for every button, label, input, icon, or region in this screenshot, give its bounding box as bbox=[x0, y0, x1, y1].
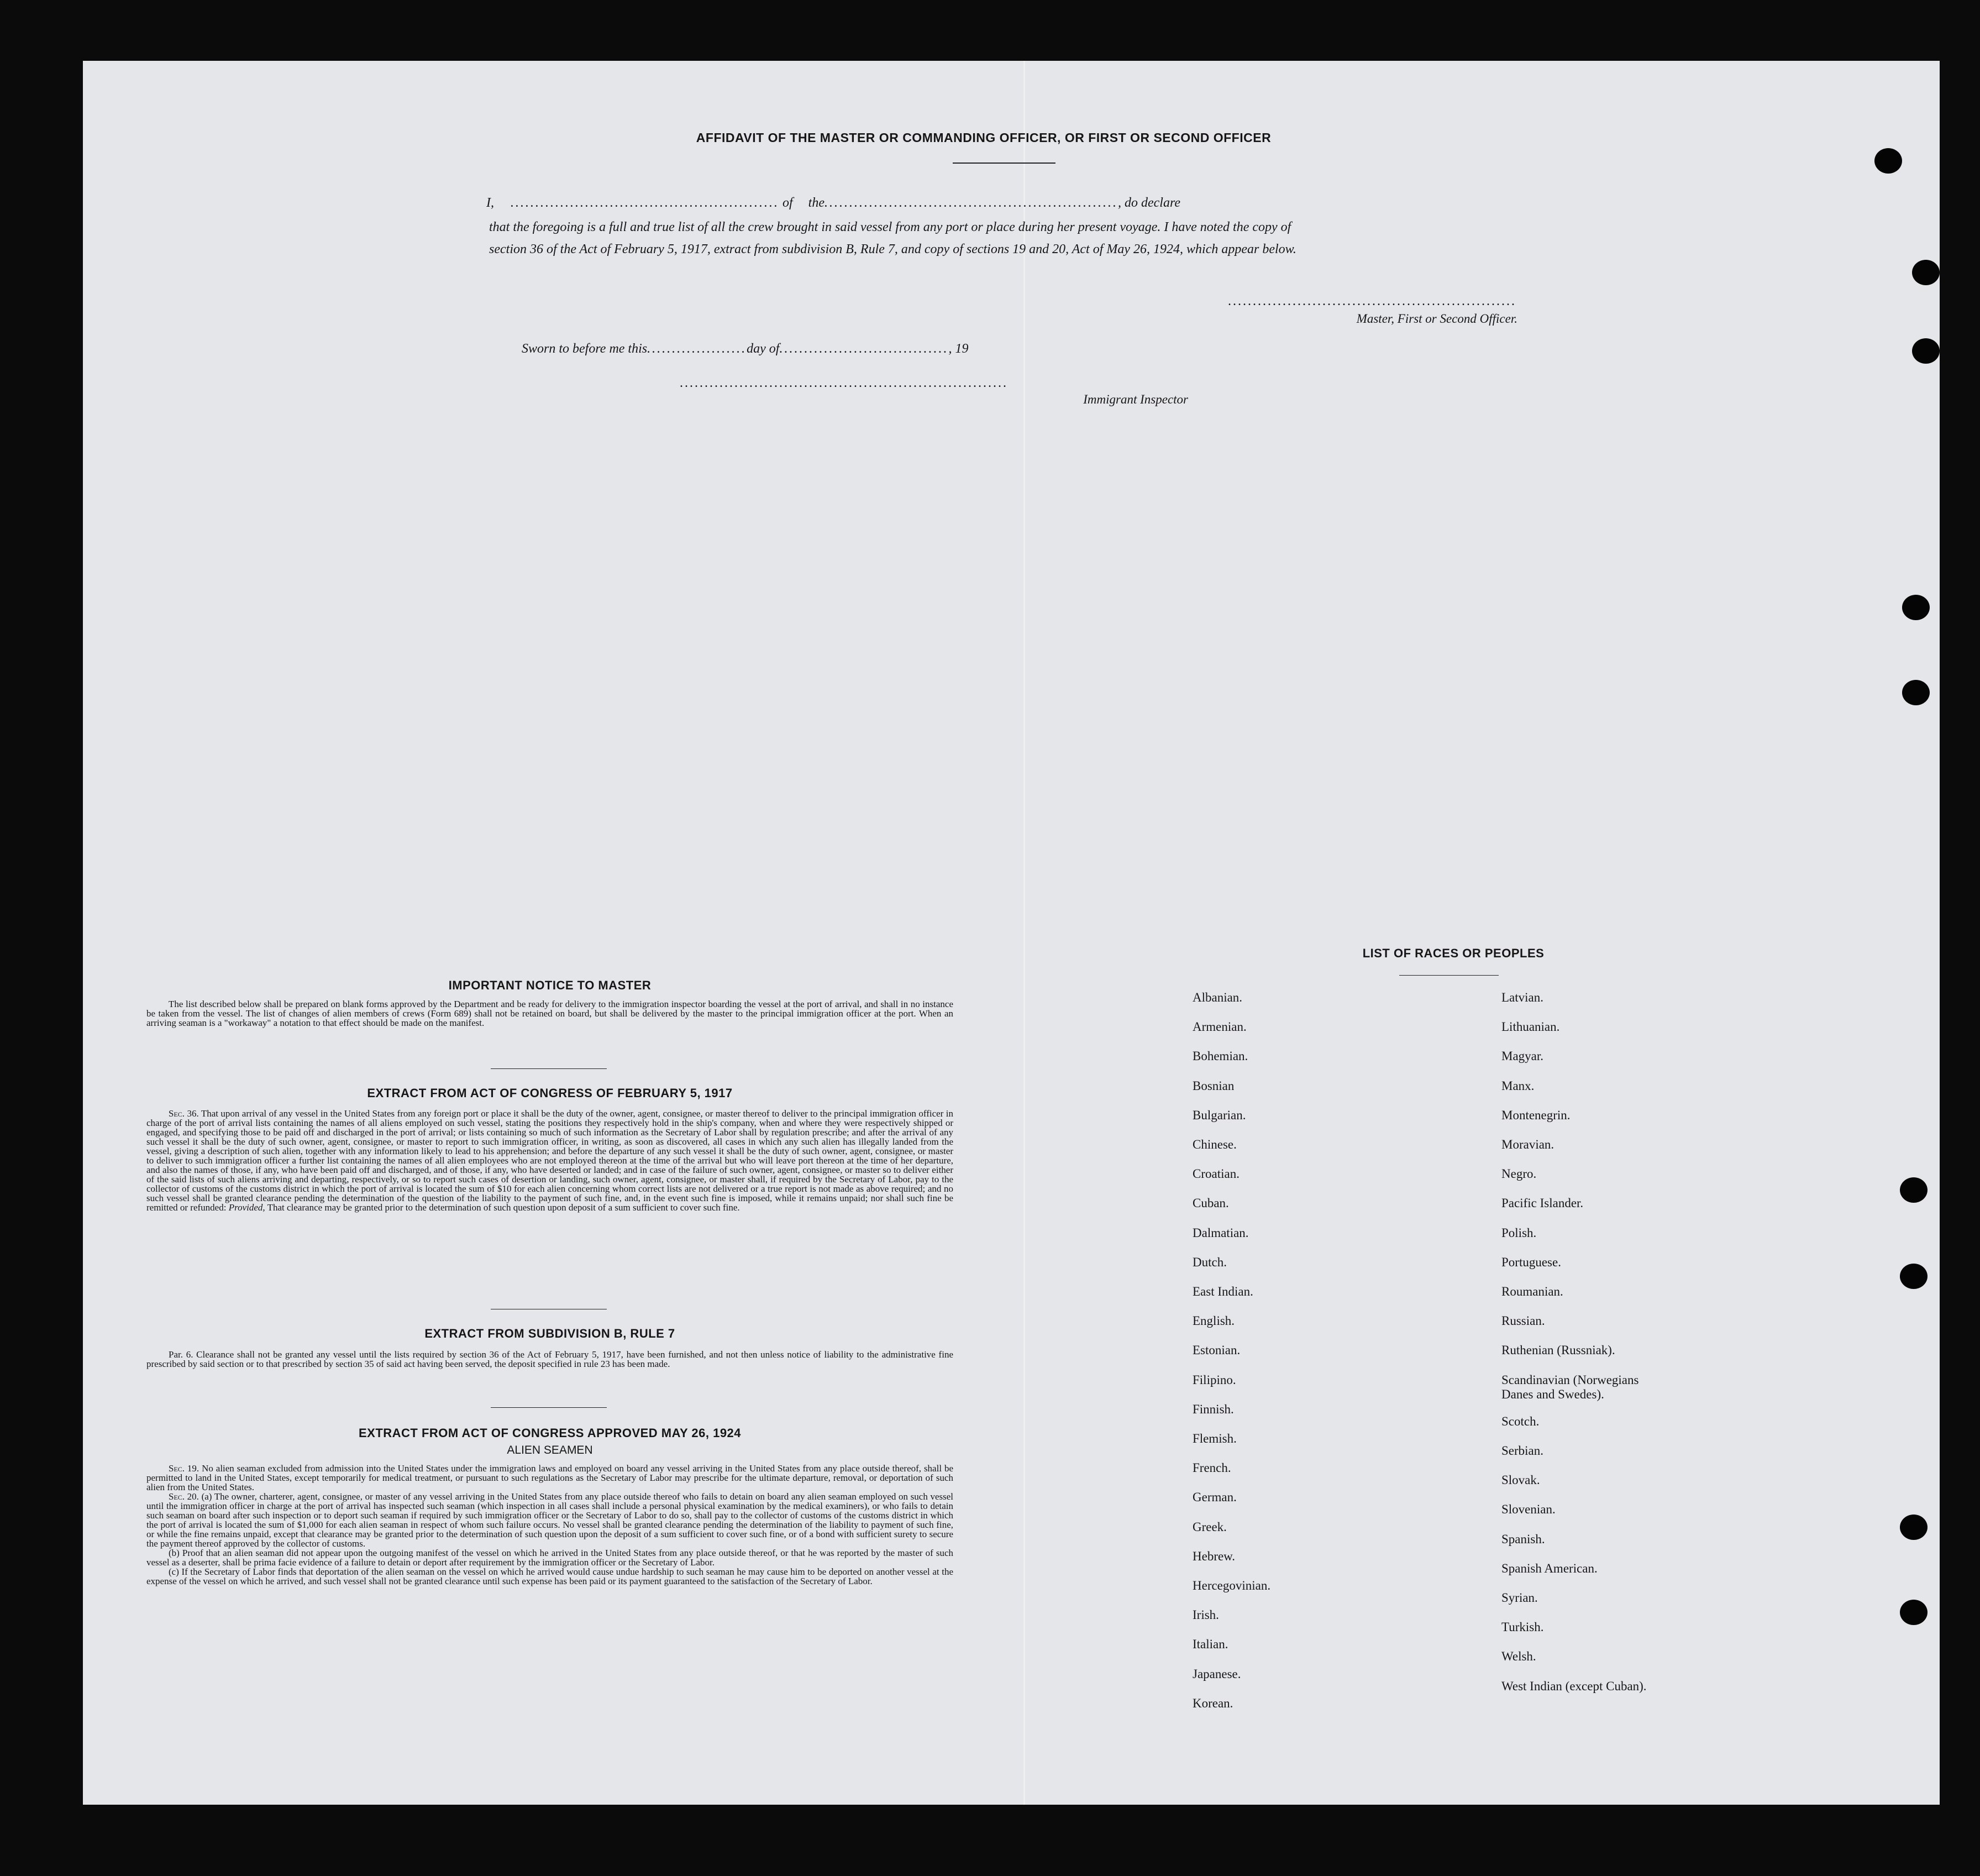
sec-36-end: That clearance may be granted prior to the determination of such question upon deposit of a sum sufficient to cover such fine. bbox=[267, 1202, 740, 1213]
race-item: Lithuanian. bbox=[1501, 1020, 1560, 1034]
race-item: Portuguese. bbox=[1501, 1255, 1561, 1269]
race-item: Croatian. bbox=[1193, 1167, 1240, 1181]
divider bbox=[1399, 975, 1499, 976]
race-item: English. bbox=[1193, 1314, 1235, 1328]
rule-7-title: EXTRACT FROM SUBDIVISION B, RULE 7 bbox=[424, 1327, 675, 1340]
sworn-label: Sworn to before me this bbox=[522, 342, 648, 356]
rule-7-text: Par. 6. Clearance shall not be granted any vessel until the lists required by section 36 of the Act of February 5, 1917, have been furnished, and not then unless notice of liability to the administrative fine prescribed by said section or to that prescribed by section 35 of said act having been served, the deposit specified in rule 23 has been made. bbox=[146, 1349, 953, 1369]
race-item: West Indian (except Cuban). bbox=[1501, 1679, 1647, 1693]
vessel-name-field[interactable]: ........................................................... bbox=[824, 196, 1118, 210]
alien-seamen-subtitle: ALIEN SEAMEN bbox=[507, 1444, 593, 1456]
punch-hole bbox=[1874, 148, 1902, 174]
punch-hole bbox=[1902, 595, 1930, 620]
punch-hole bbox=[1900, 1600, 1928, 1625]
race-item: Hercegovinian. bbox=[1193, 1579, 1271, 1592]
inspector-label: Immigrant Inspector bbox=[1083, 392, 1188, 406]
race-item: Magyar. bbox=[1501, 1049, 1544, 1063]
race-item: Finnish. bbox=[1193, 1402, 1234, 1416]
inspector-signature-field[interactable]: .................................................................. bbox=[680, 376, 1008, 390]
race-item: Dutch. bbox=[1193, 1255, 1227, 1269]
race-item: Hebrew. bbox=[1193, 1549, 1236, 1563]
signature-label: Master, First or Second Officer. bbox=[1356, 312, 1517, 326]
race-item: Armenian. bbox=[1193, 1020, 1247, 1034]
race-item: Japanese. bbox=[1193, 1667, 1241, 1681]
year-label: , 19 bbox=[948, 342, 969, 356]
race-item: Serbian. bbox=[1501, 1444, 1544, 1458]
race-item: Polish. bbox=[1501, 1226, 1537, 1240]
declarant-name-field[interactable]: ...................................................... bbox=[511, 196, 779, 210]
race-item: Scotch. bbox=[1501, 1414, 1540, 1428]
notice-text: The list described below shall be prepared on blank forms approved by the Department and be ready for delivery to the immigration inspector boarding the vessel at the port of arrival, and shall in no instance be taken from the vessel. The list of changes of alien members of crews (Form 689) shall not be retained on board, but shall be delivered by the master to the principal immigration officer at the port. When an arriving seaman is a "workaway" a notation to that effect should be made on the manifest. bbox=[146, 999, 953, 1028]
race-item: Roumanian. bbox=[1501, 1285, 1563, 1298]
sworn-day-field[interactable]: .................... bbox=[647, 342, 747, 356]
affidavit-title: AFFIDAVIT OF THE MASTER OR COMMANDING OFFICER, OR FIRST OR SECOND OFFICER bbox=[696, 130, 1272, 145]
divider bbox=[491, 1068, 607, 1069]
race-item: German. bbox=[1193, 1490, 1237, 1504]
punch-hole bbox=[1912, 338, 1940, 364]
sworn-line bbox=[522, 342, 1207, 357]
of-label: of bbox=[782, 196, 793, 210]
extract-1917-title: EXTRACT FROM ACT OF CONGRESS OF FEBRUARY 5, 1917 bbox=[367, 1086, 733, 1100]
affidavit-line-1 bbox=[486, 196, 1520, 211]
race-item: Greek. bbox=[1193, 1520, 1227, 1534]
race-item: Spanish. bbox=[1501, 1532, 1545, 1546]
race-item: Slovenian. bbox=[1501, 1502, 1556, 1516]
sec-20b-text: (b) Proof that an alien seaman did not appear upon the outgoing manifest of the vessel on which he arrived in the United States from any place outside thereof, or that he was reported by the master of such vessel as a deserter, shall be prima facie evidence of a failure to detain or deport after requirement by the immigration officer or the Secretary of Labor. bbox=[146, 1548, 953, 1568]
race-item: Irish. bbox=[1193, 1608, 1219, 1622]
sec-20c-text: (c) If the Secretary of Labor finds that deportation of the alien seaman on the vessel on which he arrived would cause undue hardship to such seaman he may cause him to be deported on another vessel at the expense of the vessel on which he arrived, and such vessel shall not be granted clearance until such expense has been paid or its payment guaranteed to the satisfaction of the Secretary of Labor. bbox=[146, 1566, 953, 1586]
race-item: Moravian. bbox=[1501, 1138, 1554, 1151]
sec-20a-body: (a) The owner, charterer, agent, consignee, or master of any vessel arriving in the United States from any place outside thereof who fails to detain on board any alien seaman employed on such vessel until the immigration officer in charge at the port of arrival has inspected such seaman (which inspection in all cases shall include a personal physical examination by the medical examiners), or who fails to detain such seaman on board after such inspection or to deport such seaman if required by such immigration officer or the Secretary of Labor to do so, shall pay to the collector of customs of the customs district in which the port of arrival is located the sum of $1,000 for each alien seaman in respect of whom such failure occurs. No vessel shall be granted clearance pending the determination of the liability to payment of such fine, or while the fine remains unpaid, except that clearance may be granted prior to the determination of such question upon the deposit of a sum sufficient to cover such fine, or of a bond with sufficient surety to secure the payment thereof approved by the collector of customs. bbox=[146, 1491, 953, 1549]
race-item: Cuban. bbox=[1193, 1196, 1229, 1210]
race-item: Estonian. bbox=[1193, 1343, 1241, 1357]
sec-19-label: Sec. 19. bbox=[169, 1463, 199, 1474]
extract-1924-title: EXTRACT FROM ACT OF CONGRESS APPROVED MAY 26, 1924 bbox=[358, 1426, 742, 1440]
sec-36-body: That upon arrival of any vessel in the United States from any foreign port or place it shall be the duty of the owner, agent, consignee, or master thereof to deliver to the principal immigration officer in charge of the port of arrival lists containing the names of all aliens employed on such vessel, stating the positions they respectively hold in the ship's company, when and where they were respectively shipped or engaged, and specifying those to be paid off and discharged in the port of arrival; or lists containing so much of such information as the Secretary of Labor shall by regulation prescribe; and after the arrival of any such vessel it shall be the duty of such owner, agent, consignee, or master to report to such immigration officer, in writing, as soon as discovered, all cases in which any such alien has illegally landed from the vessel, giving a description of such alien, together with any information likely to lead to his apprehension; and before the departure of any such vessel it shall be the duty of such owner, agent, consignee, or master to deliver to such immigration officer a further list containing the names of all alien employees who are not employed thereon at the time of the arrival but who will leave port thereon at the time of her departure, and also the names of those, if any, who have been paid off and discharged, and of those, if any, who have deserted or landed; and in case of the failure of such owner, agent, consignee, or master so to deliver either of the said lists of such aliens arriving and departing, respectively, or so to report such cases of desertion or landing, such owner, agent, consignee, or master shall, if required by the Secretary of Labor, pay to the collector of customs of the customs district in which the port of arrival is located the sum of $10 for each alien concerning whom correct lists are not delivered or a true report is not made as above required; and no such vessel shall be granted clearance pending the determination of the question of the liability to the payment of such fine, and, in the event such fine is imposed, while it remains unpaid; nor shall such fine be remitted or refunded: bbox=[146, 1108, 953, 1213]
extract-1917-block bbox=[146, 1109, 953, 1212]
race-item: Pacific Islander. bbox=[1501, 1196, 1584, 1210]
divider bbox=[491, 1407, 607, 1408]
center-fold bbox=[1023, 61, 1025, 1805]
punch-hole bbox=[1900, 1515, 1928, 1540]
race-item: Albanian. bbox=[1193, 991, 1243, 1004]
signature-field[interactable]: .......................................................... bbox=[1228, 294, 1516, 308]
race-item: Filipino. bbox=[1193, 1373, 1236, 1387]
sec-20-label: Sec. 20. bbox=[169, 1491, 199, 1502]
race-item: Turkish. bbox=[1501, 1620, 1544, 1634]
race-item: Korean. bbox=[1193, 1696, 1233, 1710]
race-item: Spanish American. bbox=[1501, 1561, 1598, 1575]
race-item: Negro. bbox=[1501, 1167, 1537, 1181]
race-item: Bulgarian. bbox=[1193, 1108, 1246, 1122]
race-item: French. bbox=[1193, 1461, 1231, 1475]
race-item: Bohemian. bbox=[1193, 1049, 1248, 1063]
sec-36-text bbox=[146, 1109, 953, 1212]
races-title: LIST OF RACES OR PEOPLES bbox=[1362, 946, 1545, 960]
sec-19-body: No alien seaman excluded from admission into the United States under the immigration laws and employed on board any vessel arriving in the United States from any place outside thereof, shall be permitted to land in the United States, except temporarily for medical treatment, or pursuant to such regulations as the Secretary of Labor may prescribe for the ultimate departure, removal, or deportation of such alien from the United States. bbox=[146, 1463, 953, 1492]
punch-hole bbox=[1900, 1264, 1928, 1289]
sec-19-text bbox=[146, 1464, 953, 1492]
race-item: Scandinavian (Norwegians Danes and Swedes). bbox=[1501, 1373, 1639, 1401]
the-label: the bbox=[808, 196, 824, 210]
rule-7-block bbox=[146, 1350, 953, 1369]
sec-36-label: Sec. 36. bbox=[169, 1108, 199, 1119]
sworn-month-field[interactable]: .................................. bbox=[779, 342, 949, 356]
declarant-label: I, bbox=[486, 196, 494, 210]
race-item: Welsh. bbox=[1501, 1649, 1536, 1663]
race-item: Latvian. bbox=[1501, 991, 1543, 1004]
race-item: East Indian. bbox=[1193, 1285, 1253, 1298]
race-item: Syrian. bbox=[1501, 1591, 1538, 1605]
race-item: Flemish. bbox=[1193, 1432, 1237, 1445]
race-item: Bosnian bbox=[1193, 1079, 1235, 1093]
sec-20a-text bbox=[146, 1492, 953, 1548]
race-item: Chinese. bbox=[1193, 1138, 1237, 1151]
race-item: Montenegrin. bbox=[1501, 1108, 1571, 1122]
divider bbox=[953, 163, 1055, 164]
race-item: Slovak. bbox=[1501, 1473, 1540, 1487]
notice-title: IMPORTANT NOTICE TO MASTER bbox=[448, 978, 652, 992]
race-item: Italian. bbox=[1193, 1637, 1228, 1651]
race-item: Ruthenian (Russniak). bbox=[1501, 1343, 1615, 1357]
provided-word: Provided, bbox=[228, 1202, 265, 1213]
race-item: Dalmatian. bbox=[1193, 1226, 1249, 1240]
race-item: Manx. bbox=[1501, 1079, 1535, 1093]
punch-hole bbox=[1912, 260, 1940, 285]
punch-hole bbox=[1902, 680, 1930, 705]
race-item: Russian. bbox=[1501, 1314, 1545, 1328]
affidavit-line-3: section 36 of the Act of February 5, 1917, extract from subdivision B, Rule 7, and copy of sections 19 and 20, Act of May 26, 1924, which appear below. bbox=[489, 242, 1296, 256]
punch-hole bbox=[1900, 1177, 1928, 1203]
notice-text-block bbox=[146, 999, 953, 1028]
declare-label: , do declare bbox=[1118, 196, 1181, 210]
extract-1924-block bbox=[146, 1464, 953, 1586]
affidavit-line-2: that the foregoing is a full and true list of all the crew brought in said vessel from any port or place during her present voyage. I have noted the copy of bbox=[489, 220, 1291, 234]
day-of-label: day of bbox=[747, 342, 780, 356]
